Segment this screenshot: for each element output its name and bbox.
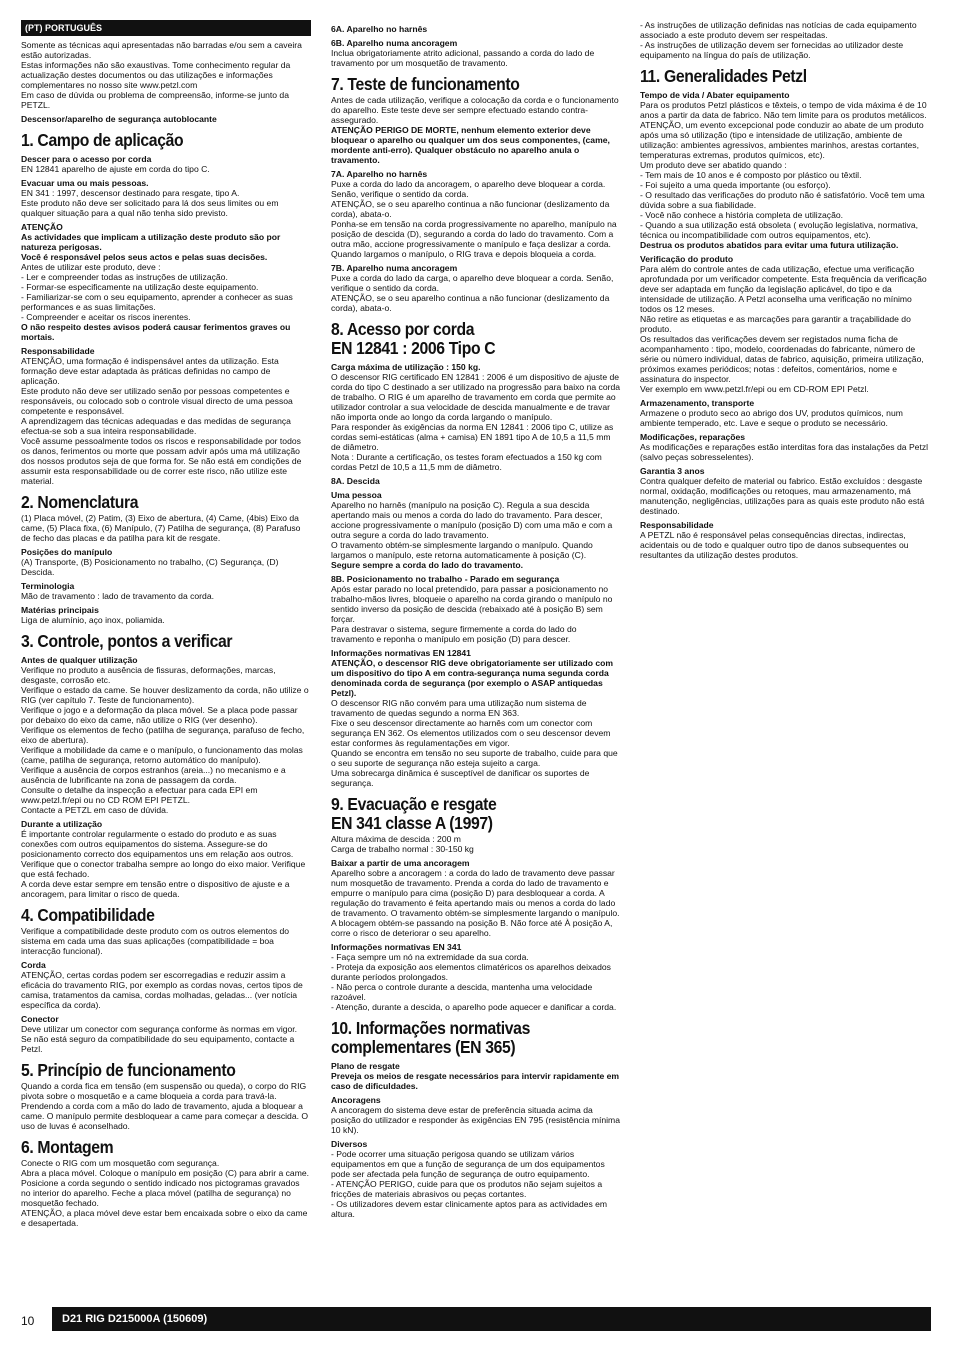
subheading: Tempo de vida / Abater equipamento [640, 90, 790, 100]
paragraph: ATENÇÃO, uma formação é indispensável antes da utilização. Esta formação deve estar adaptada às práticas definidas no campo de aplicação. Este produto não deve ser utilizado senão por pessoas competentes e responsáveis, ou colocado sob o controle visual directo de uma pessoa competente e responsável. A aprendizagem das técnicas adequadas e das medidas de segurança efectua-se sob a sua inteira responsabilidade. Você assume pessoalmente todos os riscos e responsabilidade por todos os danos, ferimentos ou morte que possam advir após uma má utilização dos nossos produtos seja de que forma for. Se não está em condições de assumir esta responsabilidade ou de correr este risco, não utilize este material. [21, 356, 302, 486]
paragraph: (A) Transporte, (B) Posicionamento no trabalho, (C) Segurança, (D) Descida. [21, 557, 279, 577]
section-heading: 8. Acesso por corda EN 12841 : 2006 Tipo C [331, 319, 496, 358]
paragraph: - As instruções de utilização definidas nas notícias de cada equipamento associado a este produto devem ser respeitadas. - As instruções de utilização devem ser fornecidas ao utilizador deste equipamento na língua do país de utilização. [640, 20, 917, 60]
subheading: Antes de qualquer utilização [21, 655, 138, 665]
section-heading: 2. Nomenclatura [21, 492, 139, 512]
paragraph: Antes de utilizar este produto, deve : - Ler e compreender todas as instruções de utilização. - Formar-se especificamente na utilização deste equipamento. - Familiarizar-se com o seu equipamento, aprender a conhecer as suas performances e as suas limitações. - Compreender e aceitar os riscos inerentes. [21, 262, 293, 322]
paragraph: Aparelho sobre a ancoragem : a corda do lado de travamento deve passar num mosquetão de travamento. Prenda a corda do lado de travamento e empurre o manípulo para cima (posição D) para desbloquear a corda. A regulação do travamento é feita apertando mais ou menos a corda do lado de travamento. O travamento obtém-se simplesmente largando o manípulo. A blocagem obtém-se passando na posição B. Não force até À posição A, corre o risco de deteriorar o seu aparelho. [331, 868, 620, 938]
paragraph: Verifique a compatibilidade deste produto com os outros elementos do sistema em cada uma das suas aplicações (compatibilidade = boa interacção funcional). [21, 926, 290, 956]
language-header: (PT) PORTUGUÊS [21, 20, 311, 36]
subheading: 7A. Aparelho no harnês [331, 169, 428, 179]
subheading: Posições do manípulo [21, 547, 113, 557]
subheading: Responsabilidade [21, 346, 95, 356]
paragraph: Conecte o RIG com um mosquetão com segurança. Abra a placa móvel. Coloque o manípulo em posição (C) para abrir a came. Posicione a corda segundo o sentido indicado nos pictogramas gravados no interior do aparelho. Feche a placa móvel (patilha de segurança) no mosquetão fechado. ATENÇÃO, a placa móvel deve estar bem encaixada sobre o eixo da came e desapertada. [21, 1158, 310, 1228]
section-heading: 6. Montagem [21, 1137, 114, 1157]
subheading: Descensor/aparelho de segurança autoblocante [21, 114, 217, 124]
paragraph: Para os produtos Petzl plásticos e têxteis, o tempo de vida máxima é de 10 anos a partir da data de fabrico. Não tem limite para os produtos metálicos. ATENÇÃO, um evento excepcional pode conduzir ao abate de um produto após uma só utilização (tipo e intensidade de utilização, ambiente de utilização: ambientes agressivos, ambientes marinhos, arestas cortantes, temperaturas extremas, produtos químicos, etc). Um produto deve ser abatido quando : - Tem mais de 10 anos e é composto por plástico ou têxtil. - Foi sujeito a uma queda importante (ou esforço). - O resultado das verificações do produto não é satisfatório. Você tem uma dúvida sobre a sua fiabilidade. - Você não conhece a história completa de utilização. - Quando a sua utilização está obsoleta ( evolução legislativa, normativa, técnica ou incompatibilidade com outros equipamentos, etc). [640, 100, 927, 240]
paragraph: Verifique no produto a ausência de fissuras, deformações, marcas, desgaste, corrosão etc. Verifique o estado da came. Se houver deslizamento da corda, não utilize o RIG (ver capítulo 7. Teste de funcionamento). Verifique o jogo e a deformação da placa móvel. Se a placa pode passar por debaixo do eixo da came, não utilize o RIG (ver desenho). Verifique os elementos de fecho (patilha de segurança, parafuso de fecho, eixo de abertura). Verifique a mobilidade da came e o manípulo, o funcionamento das molas (came, patilha de segurança, retorno automático do manípulo). Verifique a ausência de corpos estranhos (areia...) no mecanismo e a ausência de lubrificante na zona de passagem da corda. Consulte o detalhe da inspecção a efectuar para cada EPI em www.petzl.fr/epi ou no CD ROM EPI PETZL. Contacte a PETZL em caso de dúvida. [21, 665, 309, 815]
bold-paragraph: ATENÇÃO, o descensor RIG deve obrigatoriamente ser utilizado com um dispositivo do tipo A em contra-segurança numa segunda corda denominada corda de segurança (por exemplo o ASAP antiquedas Petzl). [331, 658, 614, 698]
section-heading: 11. Generalidades Petzl [640, 66, 807, 86]
paragraph: Quando a corda fica em tensão (em suspensão ou queda), o corpo do RIG pivota sobre o mosquetão e a came bloqueia a corda para travá-la. Prendendo a corda com a mão do lado de travamento, ajuda a bloquear a came. O manípulo permite desbloquear a came para começar a descida. O uso de luvas é aconselhado. [21, 1081, 309, 1131]
subheading: Garantia 3 anos [640, 466, 705, 476]
subheading: Responsabilidade [640, 520, 714, 530]
paragraph: A PETZL não é responsável pelas consequências directas, indirectas, acidentais ou de todo e qualquer outro tipo de danos subsequentes ou resultantes da utilização destes produtos. [640, 530, 909, 560]
paragraph: Mão de travamento : lado de travamento da corda. [21, 591, 214, 601]
subheading: Diversos [331, 1139, 368, 1149]
page-number: 10 [21, 1314, 35, 1328]
subheading: Matérias principais [21, 605, 99, 615]
subheading: 8B. Posicionamento no trabalho - Parado em segurança [331, 574, 560, 584]
paragraph: É importante controlar regularmente o estado do produto e as suas conexões com outros equipamentos do sistema. Assegure-se do posicionamento correcto dos equipamentos uns em relação aos outros. Verifique que o conector trabalha sempre ao longo do eixo maior. Verifique que está fechado. A corda deve estar sempre em tensão entre o dispositivo de ajuste e a ancoragem, para limitar o risco de queda. [21, 829, 306, 899]
paragraph: O descensor RIG certificado EN 12841 : 2006 é um dispositivo de ajuste de corda do tipo C destinado a ser utilizado na progressão para baixo na corda de trabalho. O RIG é um aparelho de travamento em corda que permite ao utilizador controlar a sua velocidade de descida manualmente e de travar não importa onde ao longo da corda largando o manípulo. Para responder às exigências da norma EN 12841 : 2006 tipo C, utilize as cordas semi-estáticas (alma + camisa) EN 1891 tipo A de 10,5 a 11,5 mm de diâmetro. Nota : Durante a certificação, os testes foram efectuados a 150 kg com cordas Petzl de 10,5 a 11,5 mm de diâmetro. [331, 372, 621, 472]
subheading: Uma pessoa [331, 490, 382, 500]
subheading: ATENÇÃO [21, 222, 63, 232]
paragraph: Altura máxima de descida : 200 m Carga de trabalho normal : 30-150 kg [331, 834, 474, 854]
subheading: Descer para o acesso por corda [21, 154, 152, 164]
paragraph: ATENÇÃO, certas cordas podem ser escorregadias e reduzir assim a eficácia do travamento RIG, por exemplo as cordas novas, certos tipos de camisa, tratamentos da camisa, cordas molhadas, geladas... (ver notícia específica da corda). [21, 970, 303, 1010]
subheading: Verificação do produto [640, 254, 734, 264]
section-heading: 1. Campo de aplicação [21, 130, 184, 150]
subheading: 6A. Aparelho no harnês [331, 24, 428, 34]
subheading: Terminologia [21, 581, 75, 591]
section-heading: 4. Compatibilidade [21, 905, 155, 925]
bold-paragraph: O não respeito destes avisos poderá causar ferimentos graves ou mortais. [21, 322, 291, 342]
paragraph: Puxe a corda do lado da carga, o aparelho deve bloquear a corda. Senão, verifique o sentido da corda. ATENÇÃO, se o seu aparelho continua a não funcionar (deslizamento da corda), abata-o. [331, 273, 614, 313]
subheading: 8A. Descida [331, 476, 380, 486]
subheading: 6B. Aparelho numa ancoragem [331, 38, 458, 48]
subheading: Baixar a partir de uma ancoragem [331, 858, 470, 868]
column-2 [331, 20, 621, 1219]
section-heading: 5. Princípio de funcionamento [21, 1060, 236, 1080]
paragraph: Somente as técnicas aqui apresentadas não barradas e/ou sem a caveira estão autorizadas. Estas informações não são exaustivas. Tome conhecimento regular da actualização destes documentos ou das utilizações e informações complementares no nosso site www.petzl.com Em caso de dúvida ou problema de compreensão, informe-se junto da PETZL. [21, 40, 302, 110]
bold-paragraph: Preveja os meios de resgate necessários para intervir rapidamente em caso de dificuldades. [331, 1071, 620, 1091]
paragraph: - Pode ocorrer uma situação perigosa quando se utilizam vários equipamentos em que a função de segurança de um dos equipamentos pode ser afectada pela função de segurança de outro equipamento. - ATENÇÃO PERIGO, cuide para que os produtos não sejam sujeitos a fricções de materiais abrasivos ou peças cortantes. - Os utilizadores devem estar clinicamente aptos para as actividades em altura. [331, 1149, 608, 1219]
section-heading: 10. Informações normativas complementares (EN 365) [331, 1018, 530, 1057]
paragraph: EN 341 : 1997, descensor destinado para resgate, tipo A. Este produto não deve ser solicitado para lá dos seus limites ou em qualquer situação para a qual não tenha sido previsto. [21, 188, 279, 218]
subheading: Conector [21, 1014, 59, 1024]
section-heading: 7. Teste de funcionamento [331, 74, 520, 94]
subheading: Plano de resgate [331, 1061, 400, 1071]
bold-paragraph: As actividades que implicam a utilização deste produto são por natureza perigosas. Você é responsável pelos seus actos e pelas suas decisões. [21, 232, 281, 262]
paragraph: Para além do controle antes de cada utilização, efectue uma verificação aprofundada por um verificador competente. Esta frequência da verificação deve ser adaptada em função da legislação aplicável, do tipo e da intensidade de utilização. A Petzl aconselha uma verificação no mínimo todos os 12 meses. Não retire as etiquetas e as marcações para garantir a traçabilidade do produto. Os resultados das verificações devem ser registados numa ficha de acompanhamento : tipo, modelo, coordenadas do fabricante, número de série ou número individual, datas de fabrico, aquisição, primeira utilização, próximos exames periódicos; notas : defeitos, comentários, nome e assinatura do inspector. Ver exemplo em www.petzl.fr/epi ou em CD-ROM EPI Petzl. [640, 264, 927, 394]
paragraph: (1) Placa móvel, (2) Patim, (3) Eixo de abertura, (4) Came, (4bis) Eixo da came, (5) Placa fixa, (6) Manípulo, (7) Patilha de segurança, (8) Parafuso de fecho das placas e da patilha para kit de resgate. [21, 513, 301, 543]
paragraph: Contra qualquer defeito de material ou fabrico. Estão excluídos : desgaste normal, oxidação, modificações ou retoques, mau armazenamento, má manutenção, negligências, utilizações para as quais este produto não está destinado. [640, 476, 925, 516]
subheading: 7B. Aparelho numa ancoragem [331, 263, 458, 273]
section-heading: 9. Evacuação e resgate EN 341 classe A (1997) [331, 794, 497, 833]
subheading: Informações normativas EN 341 [331, 942, 462, 952]
paragraph: Aparelho no harnês (manípulo na posição C). Regula a sua descida apertando mais ou menos a corda do lado do travamento. Para descer, accione progressivamente o manípulo (posição D) com uma mão e com a outra segure a corda do lado travamento. O travamento obtém-se simplesmente largando o manípulo. Quando largamos o manípulo, este retorna automaticamente à posição (C). [331, 500, 613, 560]
subheading: Ancoragens [331, 1095, 381, 1105]
column-1 [21, 20, 311, 1228]
paragraph: Armazene o produto seco ao abrigo dos UV, produtos químicos, num ambiente temperado, etc. Lave e seque o produto se necessário. [640, 408, 903, 428]
paragraph: Deve utilizar um conector com segurança conforme às normas em vigor. Se não está seguro da compatibilidade do seu equipamento, contacte a Petzl. [21, 1024, 298, 1054]
bold-paragraph: Segure sempre a corda do lado do travamento. [331, 560, 523, 570]
subheading: Carga máxima de utilização : 150 kg. [331, 362, 481, 372]
footer-code: D21 RIG D215000A (150609) [52, 1307, 931, 1331]
paragraph: Liga de alumínio, aço inox, poliamida. [21, 615, 165, 625]
bold-paragraph: ATENÇÃO PERIGO DE MORTE, nenhum elemento exterior deve bloquear o aparelho ou qualquer um dos seus componentes, (came, mordente anti-erro). Qualquer obstáculo no aparelho anula o travamento. [331, 125, 610, 165]
section-heading: 3. Controle, pontos a verificar [21, 631, 233, 651]
subheading: Informações normativas EN 12841 [331, 648, 471, 658]
paragraph: O descensor RIG não convém para uma utilização num sistema de travamento de quedas segundo a norma EN 363. Fixe o seu descensor directamente ao harnês com um conector com segurança EN 362. Os elementos utilizados com o seu descensor devem estar conformes às regulamentações em vigor. Quando se encontra em tensão no seu suporte de trabalho, cuide para que o seu suporte de segurança não esteja sujeito a carga. Uma sobrecarga dinâmica é susceptível de danificar os suportes de segurança. [331, 698, 618, 788]
bold-paragraph: Destrua os produtos abatidos para evitar uma futura utilização. [640, 240, 899, 250]
subheading: Evacuar uma ou mais pessoas. [21, 178, 149, 188]
paragraph: Puxe a corda do lado da ancoragem, o aparelho deve bloquear a corda. Senão, verifique o sentido da corda. ATENÇÃO, se o seu aparelho continua a não funcionar (deslizamento da corda), abata-o. Ponha-se em tensão na corda progressivamente no aparelho, manípulo na posição de descida (D), segurando a corda do lado do travamento. Com a outra mão, accione progressivamente o manípulo e faça deslizar a corda. Quando largamos o manípulo, o RIG trava e depois bloqueia a corda. [331, 179, 617, 259]
column-3 [640, 20, 930, 560]
subheading: Corda [21, 960, 46, 970]
paragraph: Inclua obrigatoriamente atrito adicional, passando a corda do lado de travamento por um mosquetão de travamento. [331, 48, 595, 68]
paragraph: - Faça sempre um nó na extremidade da sua corda. - Proteja da exposição aos elementos climatéricos os aparelhos deixados durante períodos prolongados. - Não perca o controle durante a descida, mantenha uma velocidade razoável. - Atenção, durante a descida, o aparelho pode aquecer e danificar a corda. [331, 952, 617, 1012]
paragraph: A ancoragem do sistema deve estar de preferência situada acima da posição do utilizador e responder às exigências EN 795 (resistência mínima 10 kN). [331, 1105, 620, 1135]
paragraph: EN 12841 aparelho de ajuste em corda do tipo C. [21, 164, 210, 174]
paragraph: As modificações e reparações estão interditas fora das instalações da Petzl (salvo peças sobresselentes). [640, 442, 929, 462]
subheading: Armazenamento, transporte [640, 398, 755, 408]
paragraph: Após estar parado no local pretendido, para passar a posicionamento no trabalho-mãos livres, bloqueie o aparelho na corda girando o manípulo no sentido inverso da posição de descida (rebaixado até à posição B) sem forçar. Para destravar o sistema, segure firmemente a corda do lado do travamento e reponha o manípulo em posição (D) para descer. [331, 584, 613, 644]
paragraph: Antes de cada utilização, verifique a colocação da corda e o funcionamento do aparelho. Este teste deve ser sempre efectuado estando contra-assegurado. [331, 95, 619, 125]
subheading: Modificações, reparações [640, 432, 746, 442]
subheading: Durante a utilização [21, 819, 103, 829]
